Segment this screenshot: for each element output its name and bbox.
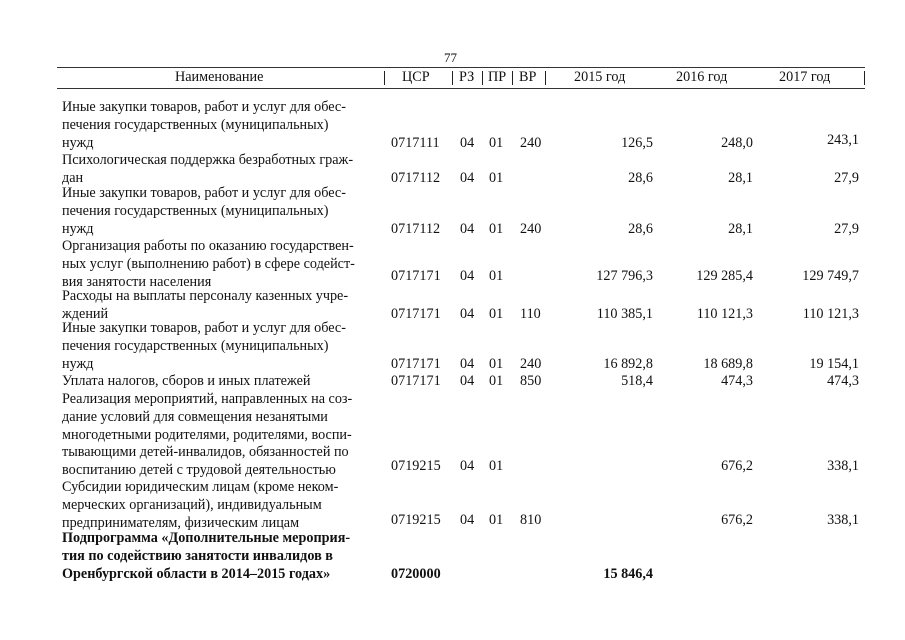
row-rz: 04	[460, 458, 475, 474]
row-csr: 0717171	[391, 267, 441, 284]
row-2017: 110 121,3	[802, 305, 859, 322]
header-vr: ВР	[519, 69, 537, 85]
row-csr: 0719215	[391, 512, 441, 528]
row-vr: 240	[520, 355, 542, 372]
row-2017: 19 154,1	[809, 355, 859, 372]
row-2017: 338,1	[827, 512, 859, 528]
row-2017: 338,1	[827, 458, 859, 474]
row-csr: 0717112	[391, 169, 441, 186]
row-name: Иные закупки товаров, работ и услуг для обес- печения государственных (муниципальных) нужд	[62, 320, 346, 372]
row-name: Иные закупки товаров, работ и услуг для обес- печения государственных (муниципальных) нужд	[62, 99, 346, 151]
row-name: Субсидии юридическим лицам (кроме неком- мерческих организаций), индивидуальным предпринимателям, физическим лицам	[62, 479, 339, 531]
row-name: Психологическая поддержка безработных граж- дан	[62, 152, 354, 186]
row-pr: 01	[489, 305, 504, 322]
row-name: Реализация мероприятий, направленных на соз- дание условий для совмещения незанятыми многодетными родителями, родителями, воспи- тывающими детей-инвалидов, обязанностей по воспитанию детей с трудовой деятельностью	[62, 391, 353, 479]
column-divider	[864, 71, 865, 85]
column-divider	[384, 71, 385, 85]
row-vr: 810	[520, 512, 542, 528]
row-2016: 110 121,3	[696, 305, 753, 322]
row-csr: 0717111	[391, 134, 440, 151]
row-2017: 129 749,7	[802, 267, 859, 284]
header-pr: ПР	[488, 69, 507, 85]
row-vr: 240	[520, 220, 542, 237]
row-csr: 0717171	[391, 355, 441, 372]
header-rz: РЗ	[459, 69, 475, 85]
row-vr: 240	[520, 134, 542, 151]
column-divider	[482, 71, 483, 85]
row-2015: 15 846,4	[603, 565, 653, 582]
column-divider	[452, 71, 453, 85]
row-2015: 16 892,8	[603, 355, 653, 372]
row-csr: 0717171	[391, 373, 441, 389]
row-pr: 01	[489, 458, 504, 474]
row-2015: 28,6	[628, 169, 653, 186]
header-2017: 2017 год	[779, 69, 831, 85]
row-2017: 27,9	[834, 220, 859, 237]
row-2017: 474,3	[827, 373, 859, 389]
row-rz: 04	[460, 512, 475, 528]
row-pr: 01	[489, 169, 504, 186]
row-2015: 518,4	[621, 373, 653, 389]
row-rz: 04	[460, 305, 475, 322]
page-number: 77	[444, 50, 457, 65]
row-csr: 0717112	[391, 220, 441, 237]
column-divider	[545, 71, 546, 85]
table-header	[57, 65, 865, 89]
header-bottom-rule	[57, 88, 865, 89]
row-2016: 129 285,4	[696, 267, 753, 284]
column-divider	[512, 71, 513, 85]
row-pr: 01	[489, 134, 504, 151]
row-2016: 248,0	[721, 134, 753, 151]
row-vr: 850	[520, 373, 542, 389]
row-pr: 01	[489, 512, 504, 528]
row-csr: 0720000	[391, 565, 441, 582]
row-name: Расходы на выплаты персоналу казенных учре- ждений	[62, 288, 349, 322]
row-rz: 04	[460, 267, 475, 284]
header-name: Наименование	[175, 69, 264, 85]
row-2015: 110 385,1	[596, 305, 653, 322]
header-csr: ЦСР	[402, 69, 430, 85]
row-name: Организация работы по оказанию государствен- ных услуг (выполнению работ) в сфере содейст- вия занятости населения	[62, 238, 355, 290]
row-pr: 01	[489, 220, 504, 237]
row-name: Иные закупки товаров, работ и услуг для обес- печения государственных (муниципальных) нужд	[62, 185, 346, 237]
header-2015: 2015 год	[574, 69, 626, 85]
header-top-rule	[57, 67, 865, 68]
row-2015: 28,6	[628, 220, 653, 237]
row-rz: 04	[460, 220, 475, 237]
row-2016: 474,3	[721, 373, 753, 389]
row-csr: 0719215	[391, 458, 441, 474]
row-2015: 126,5	[621, 134, 653, 151]
row-name: Подпрограмма «Дополнительные мероприя- тия по содействию занятости инвалидов в Оренбургской области в 2014–2015 годах»	[62, 530, 351, 582]
row-rz: 04	[460, 134, 475, 151]
row-2017: 243,1	[827, 131, 859, 148]
row-2016: 18 689,8	[703, 355, 753, 372]
row-2016: 28,1	[728, 220, 753, 237]
row-rz: 04	[460, 355, 475, 372]
row-2016: 676,2	[721, 512, 753, 528]
row-pr: 01	[489, 373, 504, 389]
row-rz: 04	[460, 373, 475, 389]
row-2017: 27,9	[834, 169, 859, 186]
row-name: Уплата налогов, сборов и иных платежей	[62, 373, 311, 389]
row-pr: 01	[489, 267, 504, 284]
header-2016: 2016 год	[676, 69, 728, 85]
row-pr: 01	[489, 355, 504, 372]
row-vr: 110	[520, 305, 541, 322]
row-rz: 04	[460, 169, 475, 186]
row-2016: 28,1	[728, 169, 753, 186]
row-csr: 0717171	[391, 305, 441, 322]
row-2016: 676,2	[721, 458, 753, 474]
row-2015: 127 796,3	[596, 267, 653, 284]
